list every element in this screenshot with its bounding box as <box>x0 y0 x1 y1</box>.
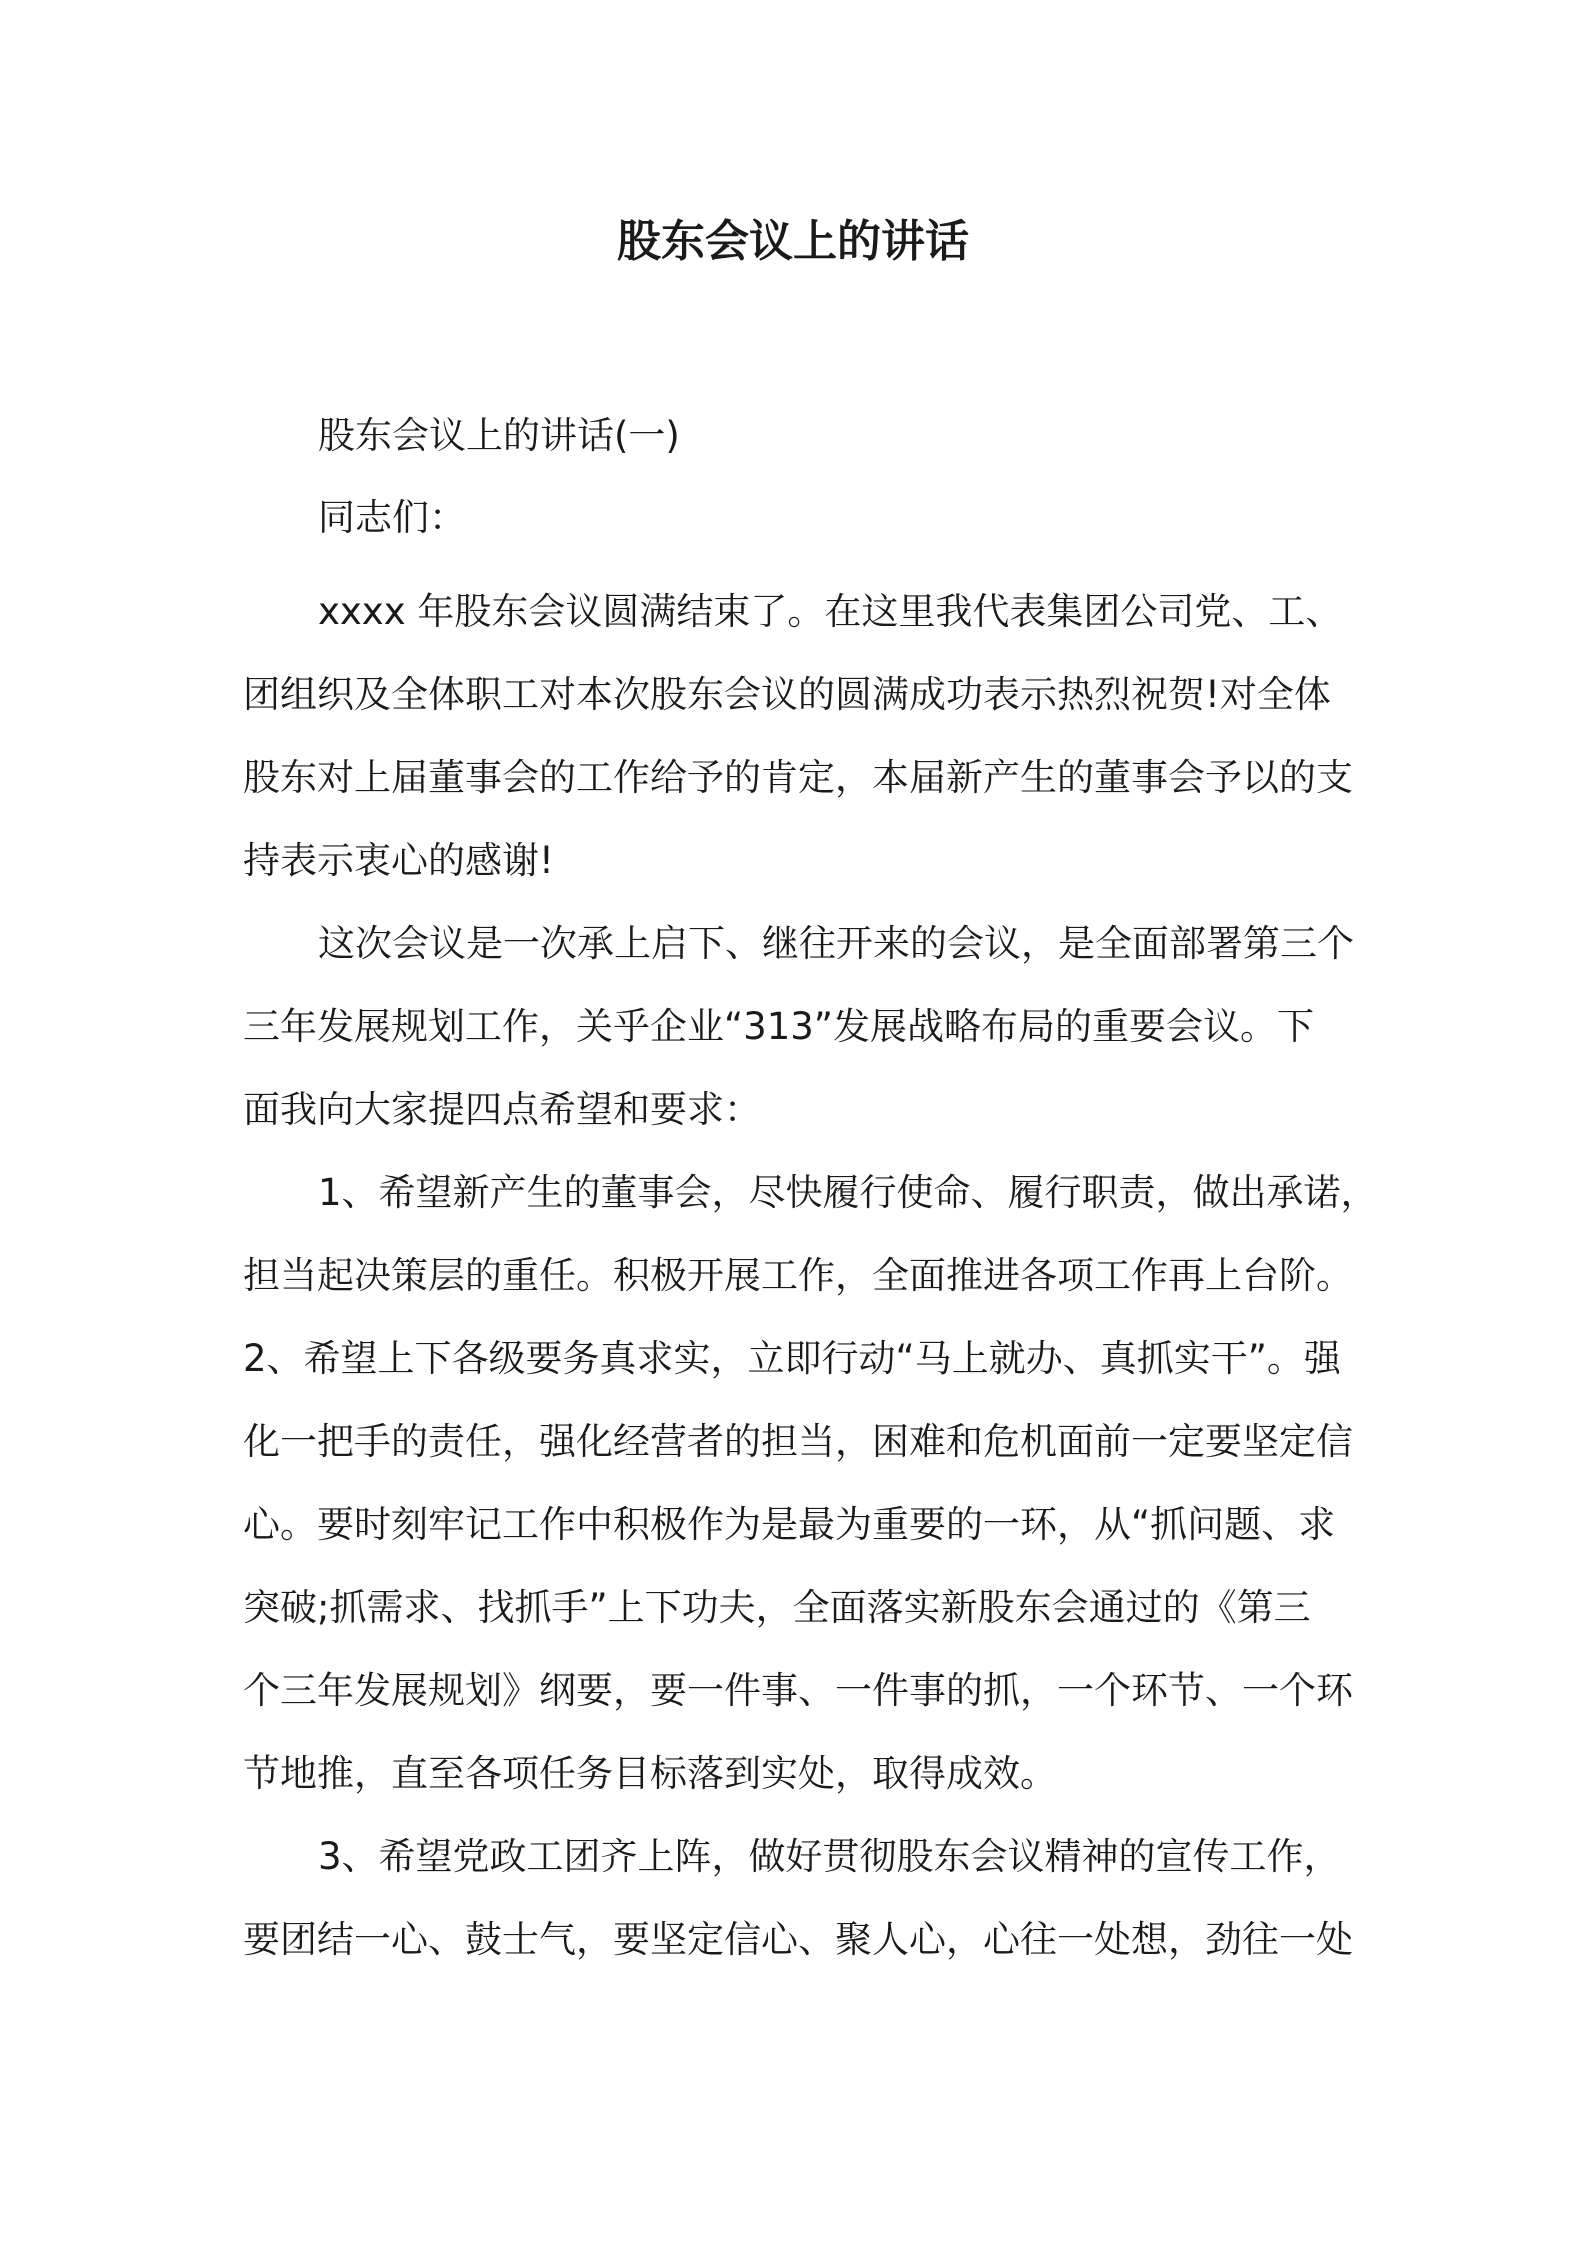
paragraph-line: 股东对上届董事会的工作给予的肯定，本届新产生的董事会予以的支 <box>243 756 1353 799</box>
paragraph-line: 要团结一心、鼓士气，要坚定信心、聚人心，心往一处想，劲往一处 <box>243 1918 1353 1961</box>
subtitle-line: 股东会议上的讲话(一) <box>318 414 680 457</box>
paragraph-line: 节地推，直至各项任务目标落到实处，取得成效。 <box>243 1752 1057 1795</box>
paragraph-line: 担当起决策层的重任。积极开展工作，全面推进各项工作再上台阶。 <box>243 1254 1353 1297</box>
paragraph-line: 三年发展规划工作，关乎企业“313”发展战略布局的重要会议。下 <box>243 1005 1314 1048</box>
paragraph-line: 面我向大家提四点希望和要求： <box>243 1088 761 1131</box>
paragraph-line: 突破;抓需求、找抓手”上下功夫，全面落实新股东会通过的《第三 <box>243 1586 1311 1629</box>
paragraph-line: 心。要时刻牢记工作中积极作为是最为重要的一环，从“抓问题、求 <box>243 1503 1336 1546</box>
paragraph-line: 2、希望上下各级要务真求实，立即行动“马上就办、真抓实干”。强 <box>243 1337 1341 1380</box>
paragraph-line: 个三年发展规划》纲要，要一件事、一件事的抓，一个环节、一个环 <box>243 1669 1353 1712</box>
paragraph-line: xxxx 年股东会议圆满结束了。在这里我代表集团公司党、工、 <box>318 590 1343 633</box>
paragraph-line: 持表示衷心的感谢! <box>243 839 554 882</box>
paragraph-line: 这次会议是一次承上启下、继往开来的会议，是全面部署第三个 <box>318 922 1354 965</box>
paragraph-line: 3、希望党政工团齐上阵，做好贯彻股东会议精神的宣传工作， <box>318 1835 1341 1878</box>
document-title: 股东会议上的讲话 <box>617 216 969 267</box>
salutation-line: 同志们： <box>318 496 466 539</box>
paragraph-line: 化一把手的责任，强化经营者的担当，困难和危机面前一定要坚定信 <box>243 1420 1353 1463</box>
paragraph-line: 1、希望新产生的董事会，尽快履行使命、履行职责，做出承诺， <box>318 1171 1378 1214</box>
paragraph-line: 团组织及全体职工对本次股东会议的圆满成功表示热烈祝贺!对全体 <box>243 673 1331 716</box>
